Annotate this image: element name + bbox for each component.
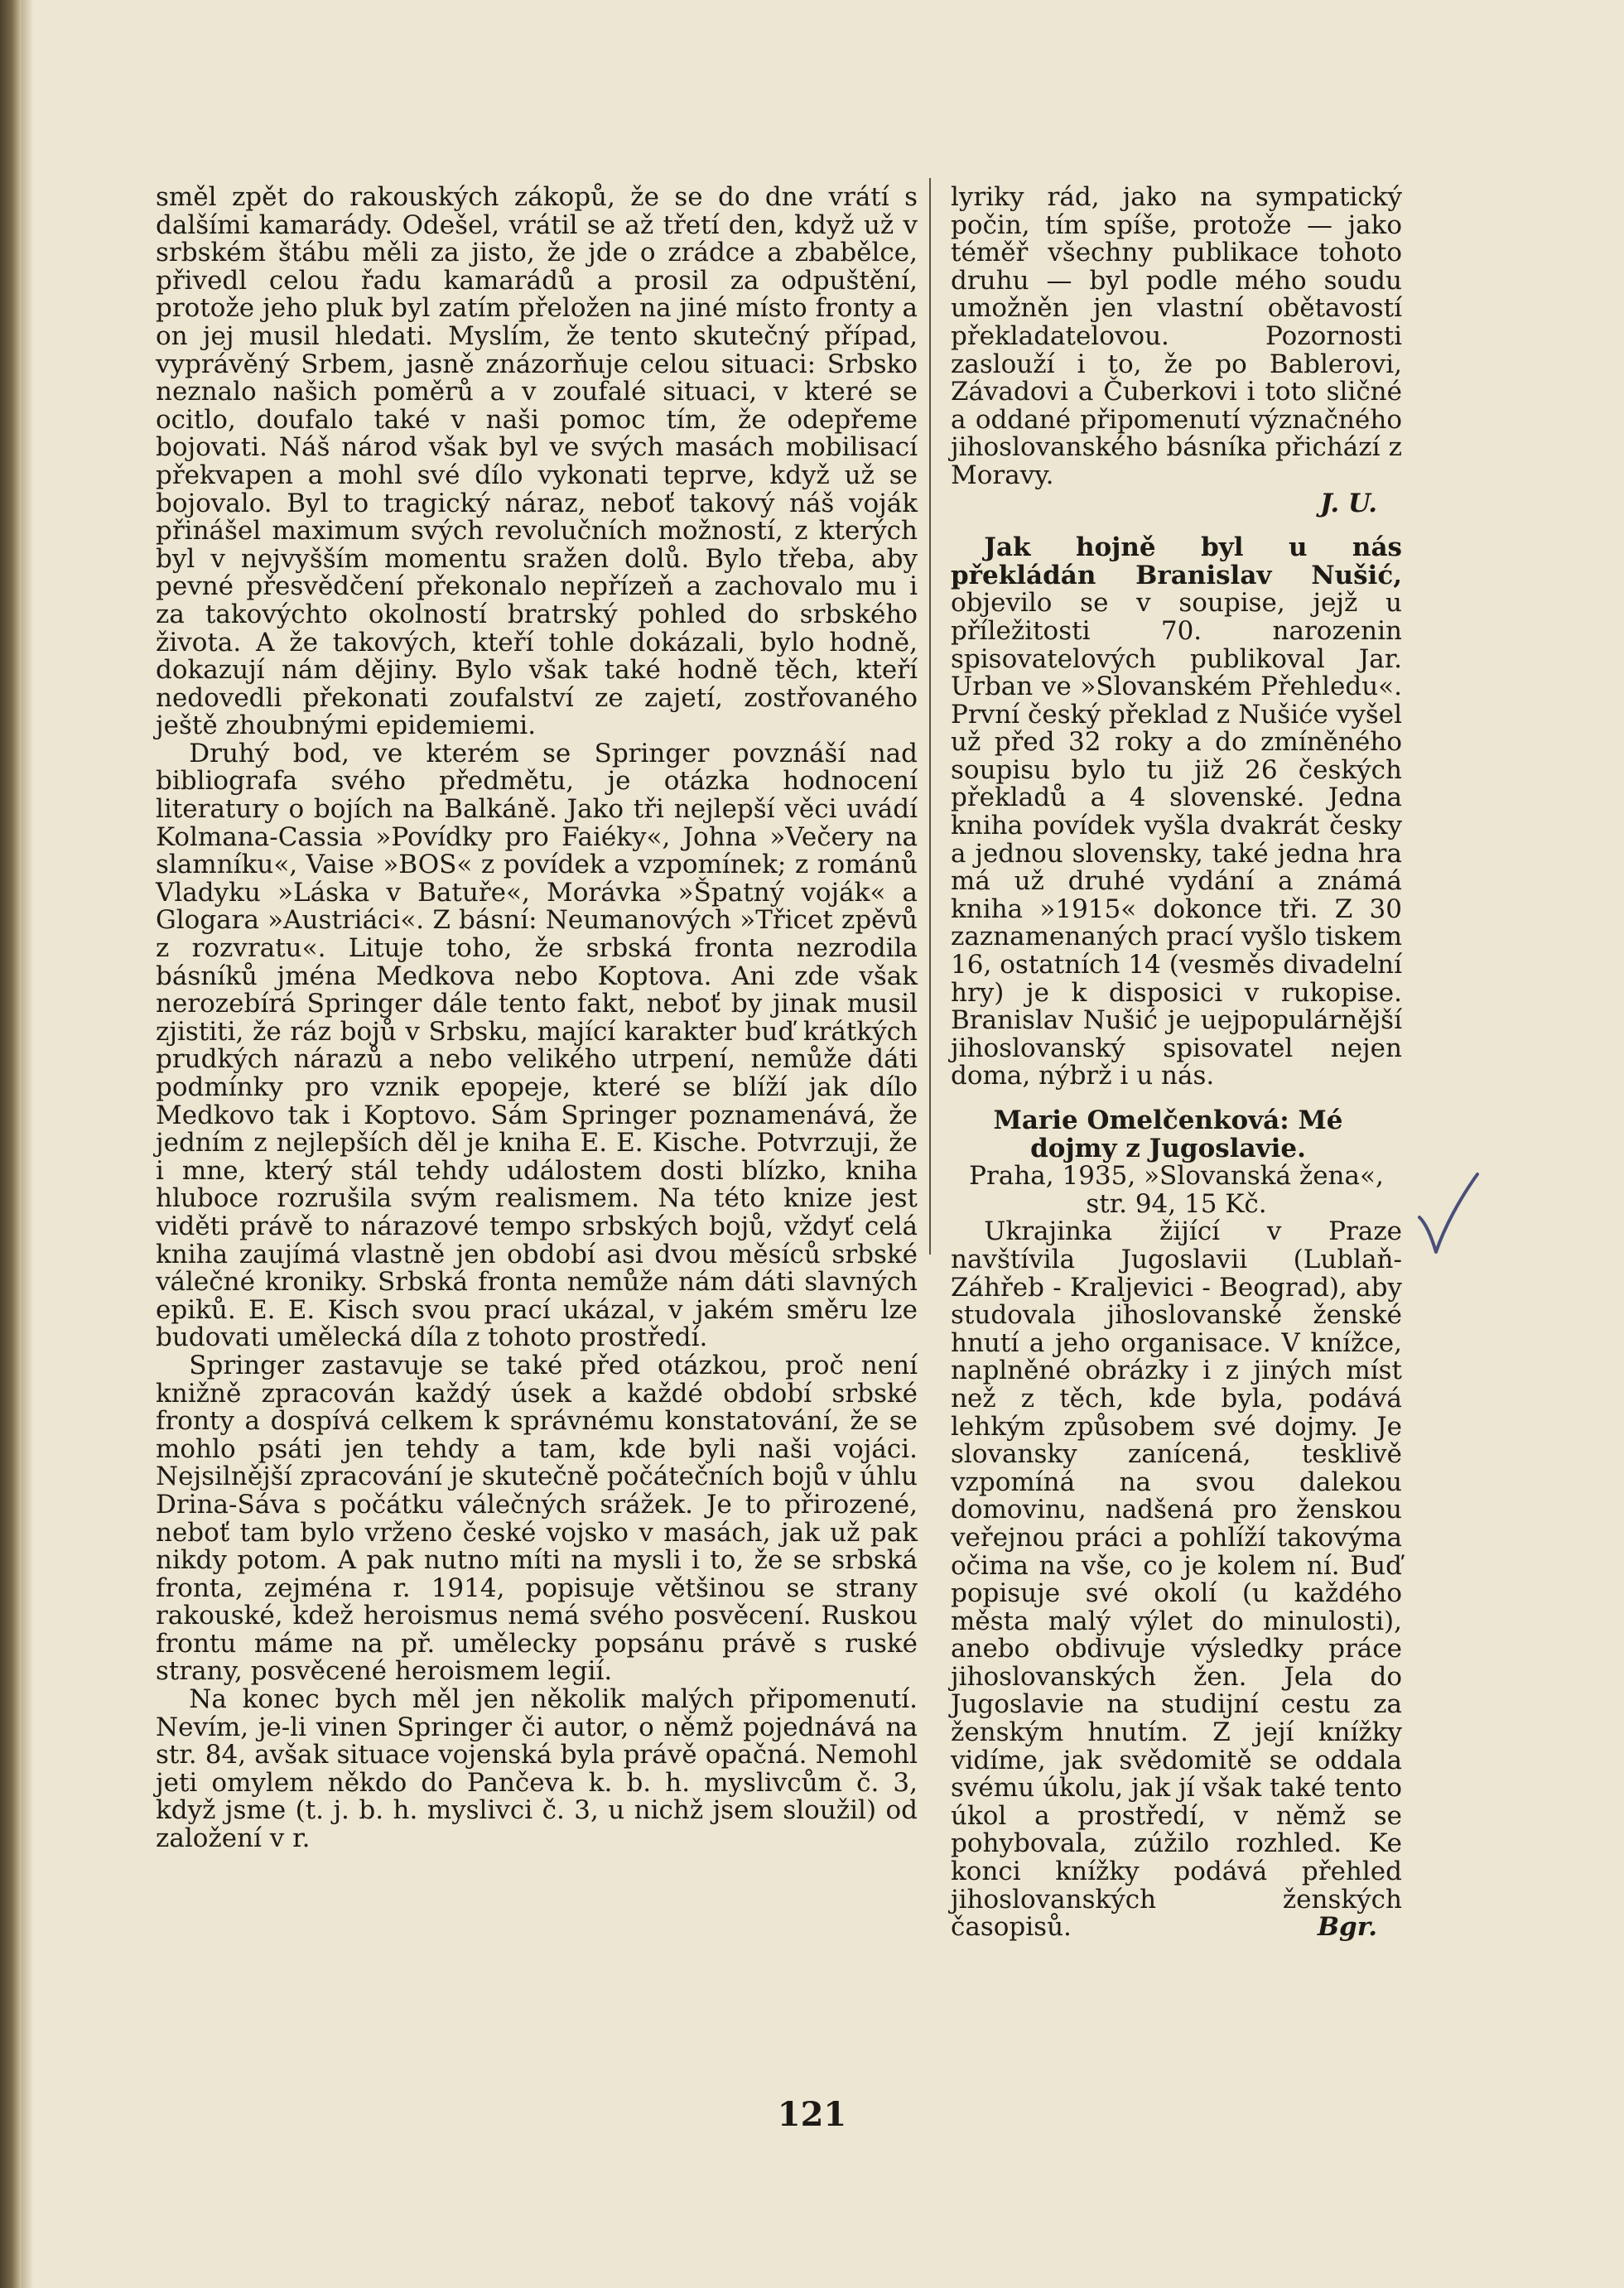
spacer — [951, 1091, 1402, 1107]
signature-bgr: Bgr. — [1317, 1912, 1377, 1943]
right-paragraph-1: lyriky rád, jako na sympatický počin, tím spíše, protože — jako téměř všechny publikace tohoto druhu — byl podle mého soudu umožněn jen vlastní obětavostí překladatelovou. Pozornosti zaslouží i to, že po Bablerovi, Závadovi a Čuberkovi i toto sličné a oddané připomenutí význačného jihoslovanského básníka přichází z Moravy. — [951, 182, 1402, 490]
spacer — [951, 518, 1402, 534]
left-paragraph-4: Na konec bych měl jen několik malých připomenutí. Nevím, je-li vinen Springer či autor, o němž pojednává na str. 84, avšak situace vojenská byla právě opačná. Nemohl jeti omylem někdo do Pančeva k. b. h. myslivcům č. 3, když jsme (t. j. b. h. myslivci č. 3, u nichž jsem sloužil) od založení v r. — [156, 1684, 918, 1854]
left-paragraph-1: směl zpět do rakouských zákopů, že se do dne vrátí s dalšími kamarády. Odešel, vrátil se až třetí den, když už v srbském štábu měli za jisto, že jde o zrádce a zbabělce, přivedl celou řadu kamarádů a prosil za odpuštění, protože jeho pluk byl zatím přeložen na jiné místo fronty a on jej musil hledati. Myslím, že tento skutečný případ, vyprávěný Srbem, jasně znázorňuje celou situaci: Srbsko neznalo našich poměrů a v zoufalé situaci, v které se ocitlo, doufalo také v naši pomoc tím, že odepřeme bojovati. Náš národ však byl ve svých masách mobilisací překvapen a mohl své dílo vykonati teprve, když už se bojovalo. Byl to tragický náraz, neboť takový náš voják přinášel maximum svých revolučních možností, z kterých byl v nejvyšším momentu sražen dolů. Bylo třeba, aby pevné přesvědčení překonalo nepřízeň a zachovalo mu i za takovýchto okolností bratrský pohled do srbského života. A že takových, kteří tohle dokázali, bylo hodně, dokazují nám dějiny. Bylo však také hodně těch, kteří nedovedli překonati zoufalství ze zajetí, zostřovaného ještě zhoubnými epidemiemi. — [156, 182, 918, 741]
left-paragraph-3: Springer zastavuje se také před otázkou, proč není knižně zpracován každý úsek a každé období srbské fronty a dospívá celkem k správnému konstatování, že se mohlo psáti jen tehdy a tam, kde byli naši vojáci. Nejsilnější zpracování je skutečně počátečních bojů v úhlu Drina-Sáva s počátku válečných srážek. Je to přirozené, neboť tam bylo vrženo české vojsko v masách, jak už pak nikdy potom. A pak nutno míti na mysli i to, že se srbská fronta, zejména r. 1914, popisuje většinou se strany rakouské, kdež heroismus nemá svého posvěcení. Ruskou frontu máme na př. umělecky popsánu právě s ruské strany, posvěcené heroismem legií. — [156, 1350, 918, 1687]
left-paragraph-2: Druhý bod, ve kterém se Springer povznáší nad bibliografa svého předmětu, je otázka hodnocení literatury o bojích na Balkáně. Jako tři nejlepší věci uvádí Kolmana-Cassia »Povídky pro Faiéky«, Johna »Večery na slamníku«, Vaise »BOS« z povídek a vzpomínek; z románů Vladyku »Láska v Batuře«, Morávka »Špatný voják« a Glogara »Austriáci«. Z básní: Neumanových »Třicet zpěvů z rozvratu«. Lituje toho, že srbská fronta nezrodila básníků jména Medkova nebo Koptova. Ani zde však nerozebírá Springer dále tento fakt, neboť by jinak musil zjistiti, že ráz bojů v Srbsku, mající karakter buď krátkých prudkých nárazů a nebo velikého utrpení, nemůže dáti podmínky pro vznik epopeje, které se blíží jak dílo Medkovo tak i Koptovo. Sám Springer poznamenává, že jedním z nejlepších děl je kniha E. E. Kische. Potvrzuji, že i mne, který stál tehdy událostem dosti blízko, kniha hluboce rozrušila svým realismem. Na této knize jest viděti právě to nárazové tempo srbských bojů, vždyť celá kniha zaujímá vlastně jen období asi dvou měsíců srbské válečné kroniky. Srbská fronta nemůže nám dáti slavných epiků. E. E. Kisch svou prací ukázal, v jakém směru lze budovati umělecká díla z tohoto prostředí. — [156, 738, 918, 1353]
page-edge-shadow — [22, 0, 33, 2288]
signature-ju: J. U. — [1320, 488, 1377, 518]
review-title: Marie Omelčenková: Mé dojmy z Jugoslavie. — [993, 1105, 1343, 1163]
right-column — [951, 184, 1402, 1942]
left-column — [156, 184, 918, 1853]
nusic-note — [951, 534, 1402, 1091]
book-binding — [0, 0, 22, 2288]
column-divider — [929, 178, 931, 1255]
review-body — [951, 1218, 1402, 1941]
nusic-body: objevilo se v soupise, jejž u příležitosti 70. narozenin spisovatelových publikoval Jar. Urban ve »Slovanském Přehledu«. První český překlad z Nušiće vyšel už před 32 roky a do zmíněného soupisu bylo tu již 26 českých překladů a 4 slovenské. Jedna kniha povídek vyšla dvakrát česky a jednou slovensky, také jedna hra má už druhé vydání a známá kniha »1915« dokonce tři. Z 30 zaznamenaných prací vyšlo tiskem 16, ostatních 14 (vesměs divadelní hry) je k disposici v rukopise. Branislav Nušić je uejpopulárnější jihoslovanský spisovatel nejen doma, nýbrž i u nás. — [951, 588, 1402, 1091]
review-meta: Praha, 1935, »Slovanská žena«, str. 94, 15 Kč. — [969, 1161, 1384, 1219]
check-mark-icon — [1414, 1169, 1481, 1260]
review-text: Ukrajinka žijící v Praze navštívila Jugoslavii (Lublaň-Záhřeb - Kraljevici - Beograd), aby studovala jihoslovanské ženské hnutí a jeho organisace. V knížce, naplněné obrázky i z jiných míst než z těch, kde byla, podává lehkým způsobem své dojmy. Je slovansky zanícená, tesklivě vzpomíná na svou dalekou domovinu, nadšená pro ženskou veřejnou práci a pohlíží takovýma očima na vše, co je kolem ní. Buď popisuje své okolí (u každého města malý výlet do minulosti), anebo obdivuje výsledky práce jihoslovanských žen. Jela do Jugoslavie na studijní cestu za ženským hnutím. Z její knížky vidíme, jak svědomitě se oddala svému úkolu, jak jí však také tento úkol a prostředí, v němž se pohybovala, zúžilo rozhled. Ke konci knížky podává přehled jihoslovanských ženských časopisů. — [951, 1216, 1402, 1943]
page-number: 121 — [777, 2095, 847, 2134]
nusic-headline: Jak hojně byl u nás překládán Branislav Nušić, — [951, 532, 1402, 590]
